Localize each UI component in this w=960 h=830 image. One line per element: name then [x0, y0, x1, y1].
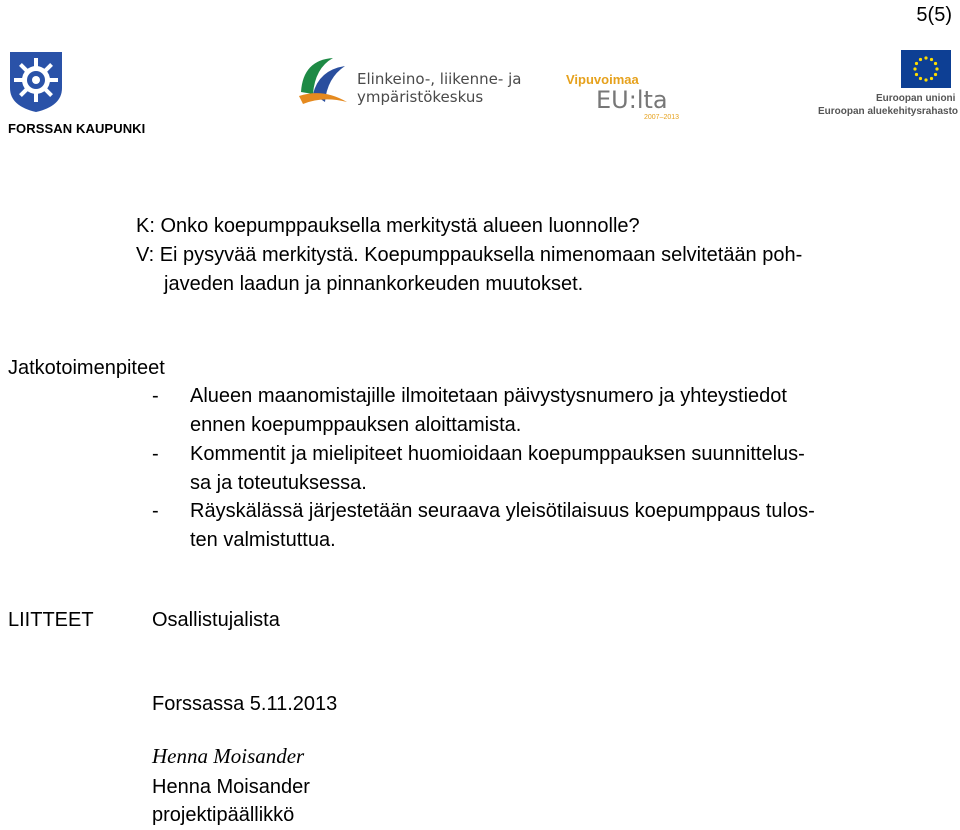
followup-item-3-line1: Räyskälässä järjestetään seuraava yleisötilaisuus koepumppaus tulos-: [190, 500, 815, 522]
ely-logo: [293, 52, 533, 112]
followup-item-2-line2: sa ja toteutuksessa.: [190, 472, 367, 494]
answer-line-2: javeden laadun ja pinnankorkeuden muutokset.: [164, 273, 584, 295]
eu-star-icon: [924, 78, 927, 81]
forssa-coat-of-arms-icon: [8, 50, 64, 114]
vipuvoimaa-eulta: EU:lta: [596, 86, 668, 114]
eu-star-icon: [930, 58, 933, 61]
ely-logo-line2: ympäristökeskus: [357, 88, 484, 106]
eu-star-icon: [935, 67, 938, 70]
vipuvoimaa-title: Vipuvoimaa: [566, 72, 639, 87]
eu-star-icon: [934, 73, 937, 76]
answer-line-1: V: Ei pysyvää merkitystä. Koepumppauksella nimenomaan selvitetään poh-: [136, 244, 803, 266]
eu-logo-line1: Euroopan unioni: [876, 93, 956, 104]
page-number: 5(5): [916, 4, 952, 26]
eu-star-icon: [913, 67, 916, 70]
city-name: FORSSAN KAUPUNKI: [8, 121, 146, 136]
followup-heading: Jatkotoimenpiteet: [8, 357, 165, 379]
vipuvoimaa-logo: [566, 72, 686, 124]
followup-item-1-line2: ennen koepumppauksen aloittamista.: [190, 414, 522, 436]
followup-item-2-line1: Kommentit ja mielipiteet huomioidaan koepumppauksen suunnittelus-: [190, 443, 805, 465]
eu-star-icon: [915, 73, 918, 76]
question-text: K: Onko koepumppauksella merkitystä alueen luonnolle?: [136, 215, 640, 237]
eu-flag-icon: [901, 50, 951, 88]
vipuvoimaa-years: 2007–2013: [644, 114, 680, 121]
followup-item-1-line1: Alueen maanomistajille ilmoitetaan päivystysnumero ja yhteystiedot: [190, 385, 787, 407]
eu-star-icon: [915, 62, 918, 65]
eu-star-icon: [930, 77, 933, 80]
attachments-value: Osallistujalista: [152, 609, 280, 631]
followup-item-2-dash: -: [152, 443, 159, 465]
handwritten-signature: Henna Moisander: [152, 744, 305, 768]
eu-star-icon: [919, 58, 922, 61]
place-date: Forssassa 5.11.2013: [152, 693, 338, 715]
ely-emblem-icon: [293, 52, 353, 112]
followup-item-1-dash: -: [152, 385, 159, 407]
signer-title: projektipäällikkö: [152, 804, 295, 826]
eu-star-icon: [919, 77, 922, 80]
attachments-label: LIITTEET: [8, 609, 94, 631]
followup-item-3-dash: -: [152, 500, 159, 522]
eu-star-icon: [924, 56, 927, 59]
eu-logo: [818, 50, 958, 120]
forssa-logo: [8, 50, 64, 114]
ely-logo-line1: Elinkeino-, liikenne- ja: [357, 70, 522, 88]
followup-item-3-line2: ten valmistuttua.: [190, 529, 336, 551]
eu-star-icon: [934, 62, 937, 65]
signer-name: Henna Moisander: [152, 776, 310, 798]
eu-logo-line2: Euroopan aluekehitysrahasto: [818, 106, 959, 117]
